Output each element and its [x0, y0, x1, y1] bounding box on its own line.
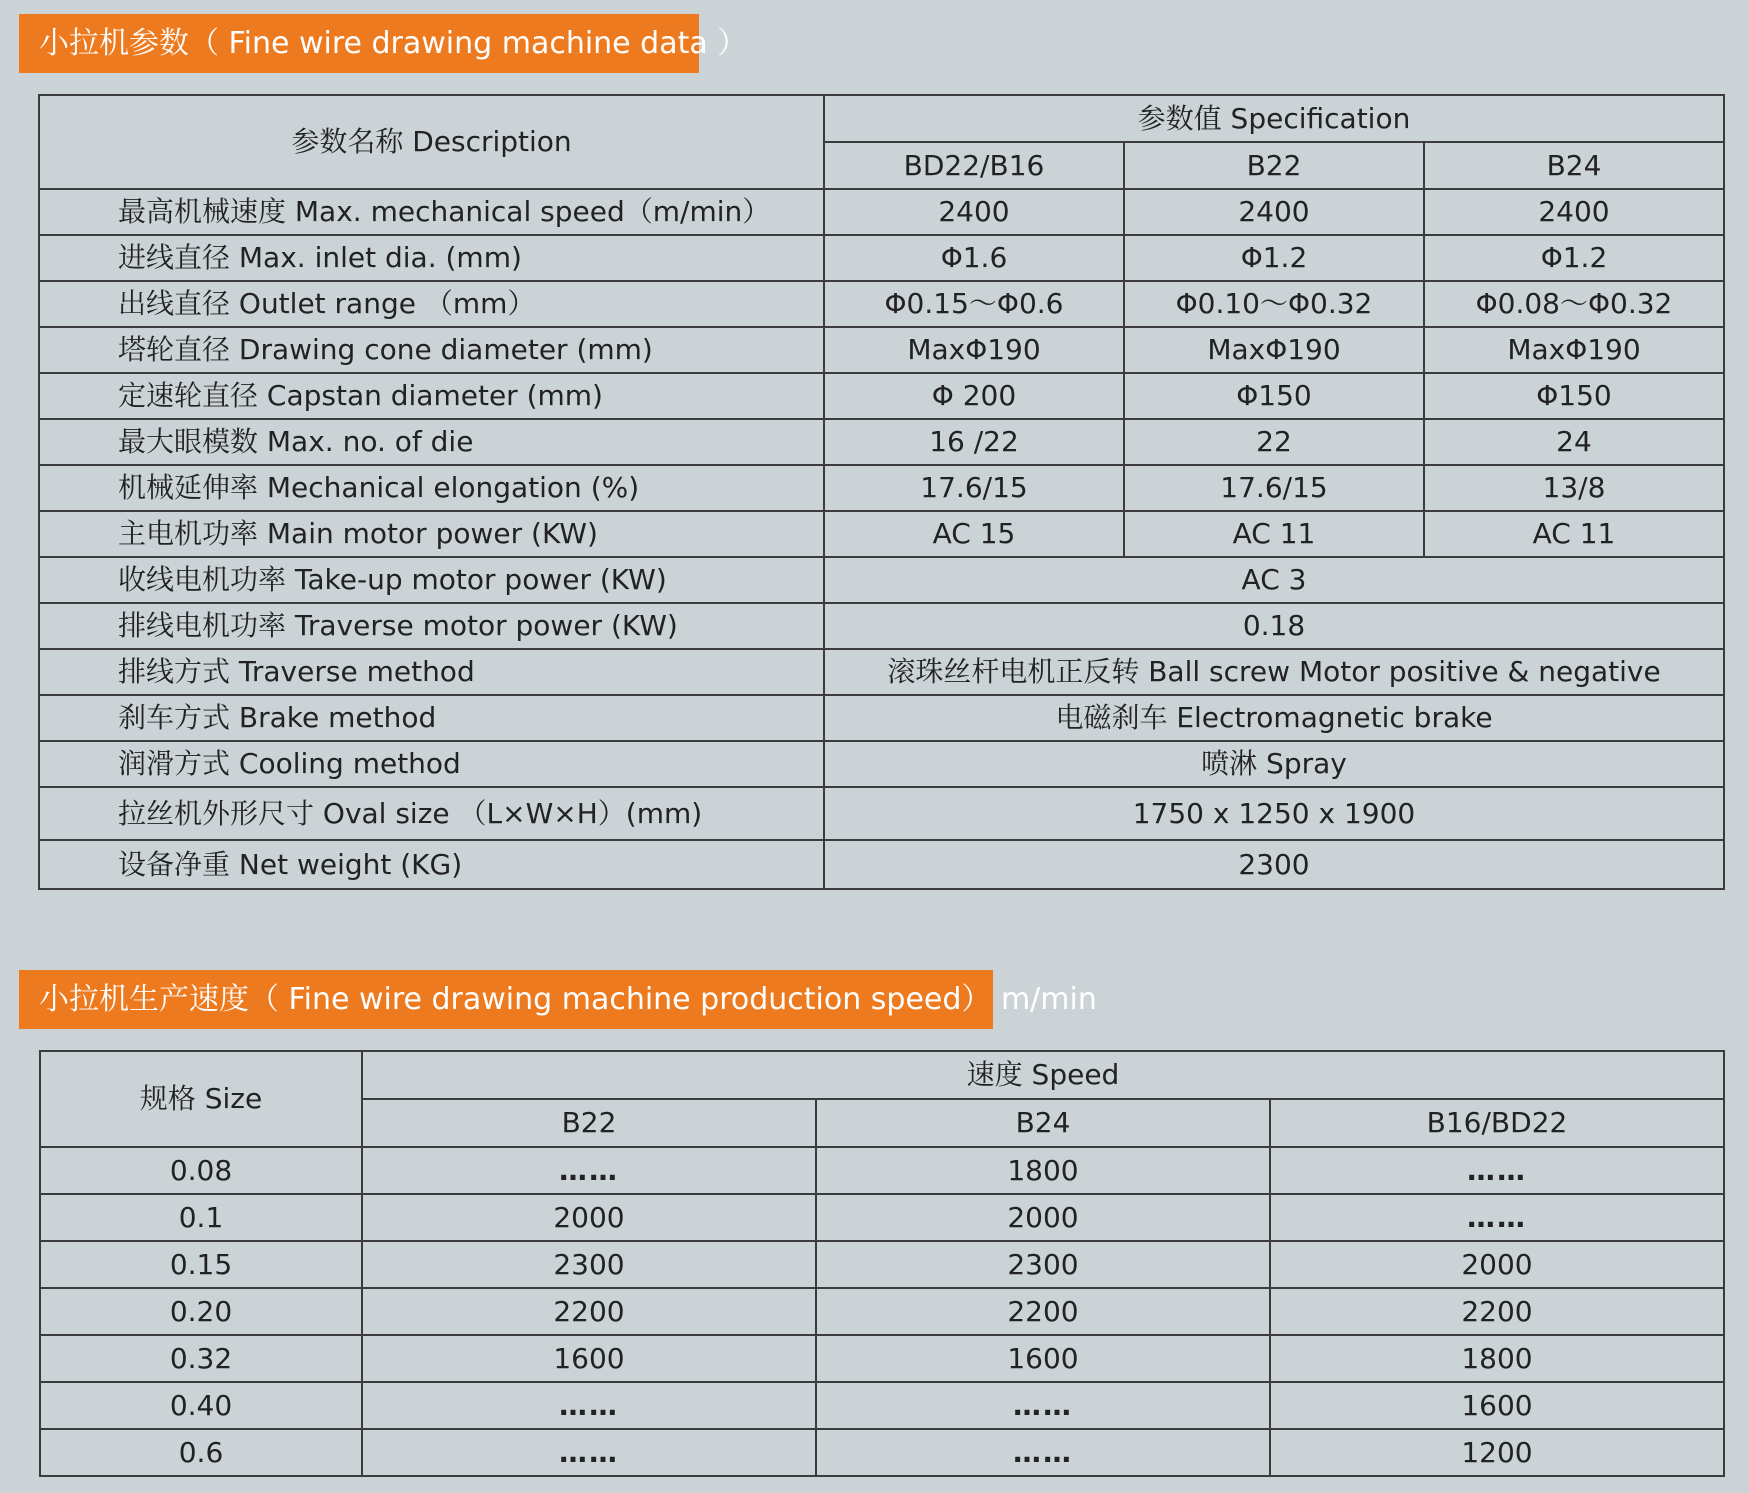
speed-cell: 2000 [362, 1194, 816, 1241]
header-row [40, 1051, 1724, 1099]
header-description: 参数名称 Description [39, 95, 824, 189]
model-header: B22 [362, 1099, 816, 1147]
row-label: 润滑方式 Cooling method [39, 741, 824, 787]
row-value: 16 /22 [824, 419, 1124, 465]
speed-cell: 2000 [816, 1194, 1270, 1241]
row-label: 收线电机功率 Take-up motor power (KW) [39, 557, 824, 603]
table-row [39, 511, 1724, 557]
machine-data-table [38, 94, 1725, 890]
size-cell: 0.1 [40, 1194, 362, 1241]
row-value: Φ1.2 [1124, 235, 1424, 281]
row-label: 出线直径 Outlet range （mm） [39, 281, 824, 327]
production-speed-table [39, 1050, 1725, 1477]
speed-cell: …… [362, 1429, 816, 1476]
speed-cell: 1200 [1270, 1429, 1724, 1476]
model-header: B24 [1424, 142, 1724, 189]
table-row [40, 1335, 1724, 1382]
model-header: BD22/B16 [824, 142, 1124, 189]
row-label: 机械延伸率 Mechanical elongation (%) [39, 465, 824, 511]
row-label: 排线方式 Traverse method [39, 649, 824, 695]
row-merged-value: 电磁刹车 Electromagnetic brake [824, 695, 1724, 741]
row-merged-value: AC 3 [824, 557, 1724, 603]
row-label: 主电机功率 Main motor power (KW) [39, 511, 824, 557]
section2-title-banner: 小拉机生产速度（ Fine wire drawing machine production speed） m/min [19, 970, 993, 1029]
row-value: AC 11 [1124, 511, 1424, 557]
speed-cell: 2300 [362, 1241, 816, 1288]
model-header: B22 [1124, 142, 1424, 189]
size-cell: 0.20 [40, 1288, 362, 1335]
speed-cell: 1600 [1270, 1382, 1724, 1429]
speed-cell: …… [1270, 1194, 1724, 1241]
speed-cell: 1600 [816, 1335, 1270, 1382]
row-value: Φ0.08～Φ0.32 [1424, 281, 1724, 327]
row-label: 设备净重 Net weight (KG) [39, 840, 824, 889]
row-value: Φ0.10～Φ0.32 [1124, 281, 1424, 327]
speed-cell: 2000 [1270, 1241, 1724, 1288]
table-row [39, 741, 1724, 787]
table-row [39, 787, 1724, 840]
row-value: Φ150 [1424, 373, 1724, 419]
speed-cell: …… [1270, 1147, 1724, 1194]
table-row [39, 189, 1724, 235]
row-value: MaxΦ190 [1124, 327, 1424, 373]
row-label: 拉丝机外形尺寸 Oval size （L×W×H）(mm) [39, 787, 824, 840]
size-cell: 0.40 [40, 1382, 362, 1429]
speed-cell: …… [362, 1382, 816, 1429]
row-merged-value: 喷淋 Spray [824, 741, 1724, 787]
size-cell: 0.08 [40, 1147, 362, 1194]
row-label: 排线电机功率 Traverse motor power (KW) [39, 603, 824, 649]
table-row [40, 1147, 1724, 1194]
speed-cell: 2300 [816, 1241, 1270, 1288]
speed-cell: 1800 [1270, 1335, 1724, 1382]
model-header: B16/BD22 [1270, 1099, 1724, 1147]
table-row [39, 419, 1724, 465]
speed-cell: 2200 [1270, 1288, 1724, 1335]
table-row [39, 281, 1724, 327]
speed-cell: 2200 [816, 1288, 1270, 1335]
speed-cell: 2200 [362, 1288, 816, 1335]
speed-cell: 1800 [816, 1147, 1270, 1194]
row-value: Φ0.15～Φ0.6 [824, 281, 1124, 327]
row-value: 17.6/15 [824, 465, 1124, 511]
row-merged-value: 滚珠丝杆电机正反转 Ball screw Motor positive & negative [824, 649, 1724, 695]
row-label: 塔轮直径 Drawing cone diameter (mm) [39, 327, 824, 373]
table-row [39, 695, 1724, 741]
table-row [40, 1194, 1724, 1241]
model-header: B24 [816, 1099, 1270, 1147]
row-value: 2400 [1424, 189, 1724, 235]
row-value: MaxΦ190 [824, 327, 1124, 373]
table-row [39, 840, 1724, 889]
row-label: 定速轮直径 Capstan diameter (mm) [39, 373, 824, 419]
table-row [39, 327, 1724, 373]
row-value: 2400 [824, 189, 1124, 235]
row-merged-value: 2300 [824, 840, 1724, 889]
row-value: AC 11 [1424, 511, 1724, 557]
table-row [40, 1382, 1724, 1429]
size-cell: 0.15 [40, 1241, 362, 1288]
table-row [39, 373, 1724, 419]
row-label: 最大眼模数 Max. no. of die [39, 419, 824, 465]
table-row [39, 603, 1724, 649]
table-row [40, 1288, 1724, 1335]
row-value: Φ1.2 [1424, 235, 1724, 281]
row-merged-value: 1750 x 1250 x 1900 [824, 787, 1724, 840]
table-row [39, 465, 1724, 511]
header-size: 规格 Size [40, 1051, 362, 1147]
row-value: 13/8 [1424, 465, 1724, 511]
size-cell: 0.32 [40, 1335, 362, 1382]
row-label: 最高机械速度 Max. mechanical speed（m/min） [39, 189, 824, 235]
header-row [39, 95, 1724, 142]
speed-cell: …… [816, 1429, 1270, 1476]
row-value: 17.6/15 [1124, 465, 1424, 511]
table-row [40, 1429, 1724, 1476]
row-value: MaxΦ190 [1424, 327, 1724, 373]
row-value: Φ1.6 [824, 235, 1124, 281]
table-row [40, 1241, 1724, 1288]
row-label: 进线直径 Max. inlet dia. (mm) [39, 235, 824, 281]
header-speed: 速度 Speed [362, 1051, 1724, 1099]
speed-cell: …… [362, 1147, 816, 1194]
size-cell: 0.6 [40, 1429, 362, 1476]
header-specification: 参数值 Specification [824, 95, 1724, 142]
section1-title-banner: 小拉机参数（ Fine wire drawing machine data ） [19, 14, 699, 73]
row-merged-value: 0.18 [824, 603, 1724, 649]
row-value: 24 [1424, 419, 1724, 465]
speed-cell: 1600 [362, 1335, 816, 1382]
table-row [39, 649, 1724, 695]
row-value: Φ150 [1124, 373, 1424, 419]
row-value: 22 [1124, 419, 1424, 465]
table-row [39, 557, 1724, 603]
row-label: 刹车方式 Brake method [39, 695, 824, 741]
table-row [39, 235, 1724, 281]
row-value: Φ 200 [824, 373, 1124, 419]
speed-cell: …… [816, 1382, 1270, 1429]
row-value: 2400 [1124, 189, 1424, 235]
row-value: AC 15 [824, 511, 1124, 557]
